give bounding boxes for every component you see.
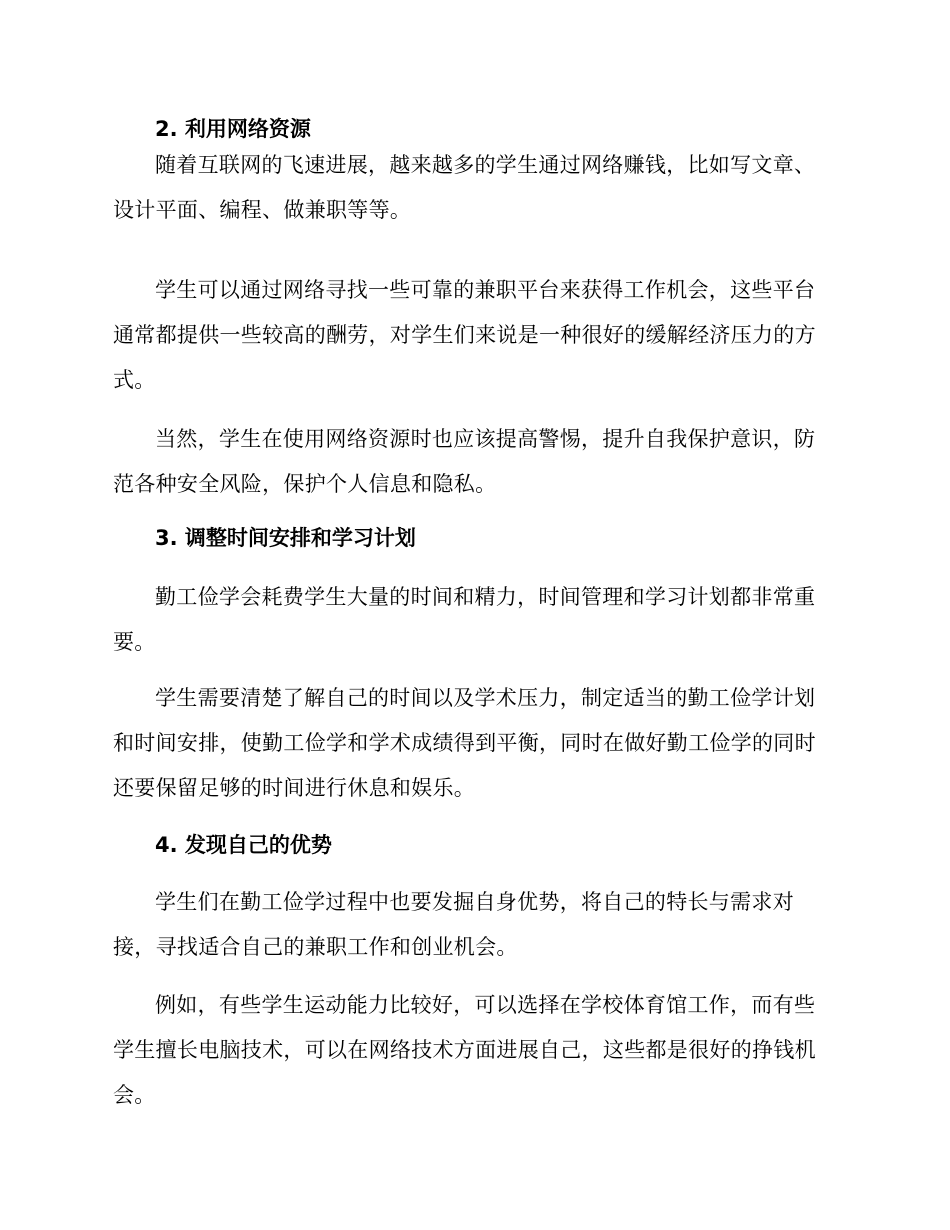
paragraph: 随着互联网的飞速进展，越来越多的学生通过网络赚钱，比如写文章、设计平面、编程、做兼职等等。 — [113, 153, 816, 222]
paragraph: 当然，学生在使用网络资源时也应该提高警惕，提升自我保护意识，防范各种安全风险，保护个人信息和隐私。 — [113, 427, 816, 496]
section-heading-3: 3. 调整时间安排和学习计划 — [155, 526, 416, 550]
paragraph: 勤工俭学会耗费学生大量的时间和精力，时间管理和学习计划都非常重要。 — [113, 585, 816, 654]
section-heading-2: 2. 利用网络资源 — [155, 117, 311, 141]
paragraph: 学生可以通过网络寻找一些可靠的兼职平台来获得工作机会，这些平台通常都提供一些较高的酬劳，对学生们来说是一种很好的缓解经济压力的方式。 — [113, 278, 816, 392]
paragraph: 学生们在勤工俭学过程中也要发掘自身优势，将自己的特长与需求对接，寻找适合自己的兼职工作和创业机会。 — [113, 890, 794, 959]
section-heading-4: 4. 发现自己的优势 — [155, 833, 332, 857]
paragraph: 学生需要清楚了解自己的时间以及学术压力，制定适当的勤工俭学计划和时间安排，使勤工俭学和学术成绩得到平衡，同时在做好勤工俭学的同时还要保留足够的时间进行休息和娱乐。 — [113, 686, 816, 800]
paragraph: 例如，有些学生运动能力比较好，可以选择在学校体育馆工作，而有些学生擅长电脑技术，可以在网络技术方面进展自己，这些都是很好的挣钱机会。 — [113, 993, 816, 1107]
